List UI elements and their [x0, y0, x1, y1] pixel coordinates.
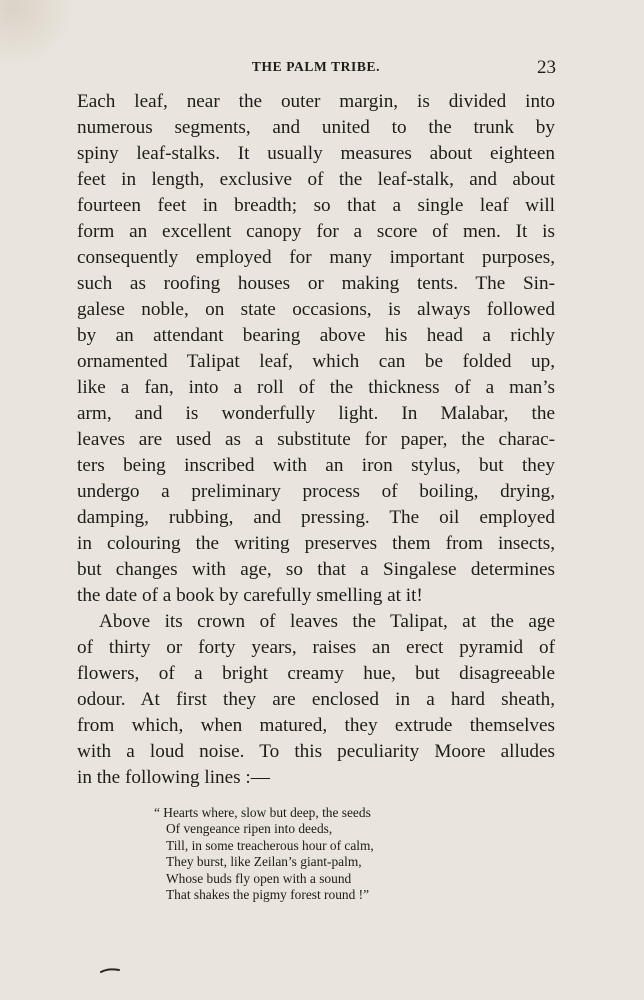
poem-line: “ Hearts where, slow but deep, the seeds — [154, 805, 371, 820]
text-line-paragraph-end: in the following lines :— — [77, 767, 270, 788]
poem-quotation — [154, 805, 456, 903]
text-line: arm, and is wonderfully light. In Malabar, the — [77, 403, 555, 424]
text-line: ornamented Talipat leaf, which can be folded up, — [77, 351, 555, 372]
text-line: fourteen feet in breadth; so that a single leaf will — [77, 195, 555, 216]
page-header — [76, 57, 556, 81]
text-line: consequently employed for many important purposes, — [77, 247, 555, 268]
text-line: of thirty or forty years, raises an erect pyramid of — [77, 637, 555, 658]
pen-mark-icon — [100, 965, 120, 975]
text-line: undergo a preliminary process of boiling, drying, — [77, 481, 555, 502]
page-number: 23 — [537, 57, 556, 78]
page-stain — [0, 0, 70, 70]
text-line-paragraph-end: the date of a book by carefully smelling at it! — [77, 585, 423, 606]
text-line: by an attendant bearing above his head a richly — [77, 325, 555, 346]
text-line: such as roofing houses or making tents. The Sin- — [77, 273, 555, 294]
poem-line: Whose buds fly open with a sound — [166, 870, 352, 886]
text-line: Each leaf, near the outer margin, is divided into — [77, 91, 555, 112]
running-head: THE PALM TRIBE. — [251, 59, 381, 74]
text-line: form an excellent canopy for a score of men. It is — [77, 221, 555, 242]
text-line: spiny leaf-stalks. It usually measures about eighteen — [77, 143, 555, 164]
text-line: ters being inscribed with an iron stylus, but they — [77, 455, 555, 476]
text-line: galese noble, on state occasions, is always followed — [77, 299, 555, 320]
text-line: flowers, of a bright creamy hue, but disagreeable — [77, 663, 555, 684]
text-line: like a fan, into a roll of the thickness of a man’s — [77, 377, 555, 398]
text-line: numerous segments, and united to the trunk by — [77, 117, 555, 138]
text-line: feet in length, exclusive of the leaf-stalk, and about — [77, 169, 555, 190]
text-line-paragraph-start: Above its crown of leaves the Talipat, at the age — [99, 611, 555, 632]
text-line: but changes with age, so that a Singalese determines — [77, 559, 555, 580]
text-line: with a loud noise. To this peculiarity Moore alludes — [77, 741, 555, 762]
text-line: odour. At first they are enclosed in a hard sheath, — [77, 689, 555, 710]
body-text — [77, 89, 555, 791]
text-line: in colouring the writing preserves them from insects, — [77, 533, 555, 554]
text-line: leaves are used as a substitute for paper, the charac- — [77, 429, 555, 450]
poem-line: That shakes the pigmy forest round !” — [166, 886, 370, 902]
poem-line: Till, in some treacherous hour of calm, — [166, 837, 374, 853]
poem-line: Of vengeance ripen into deeds, — [166, 821, 333, 837]
text-line: damping, rubbing, and pressing. The oil employed — [77, 507, 555, 528]
text-line: from which, when matured, they extrude themselves — [77, 715, 555, 736]
poem-line: They burst, like Zeilan’s giant-palm, — [166, 854, 362, 870]
